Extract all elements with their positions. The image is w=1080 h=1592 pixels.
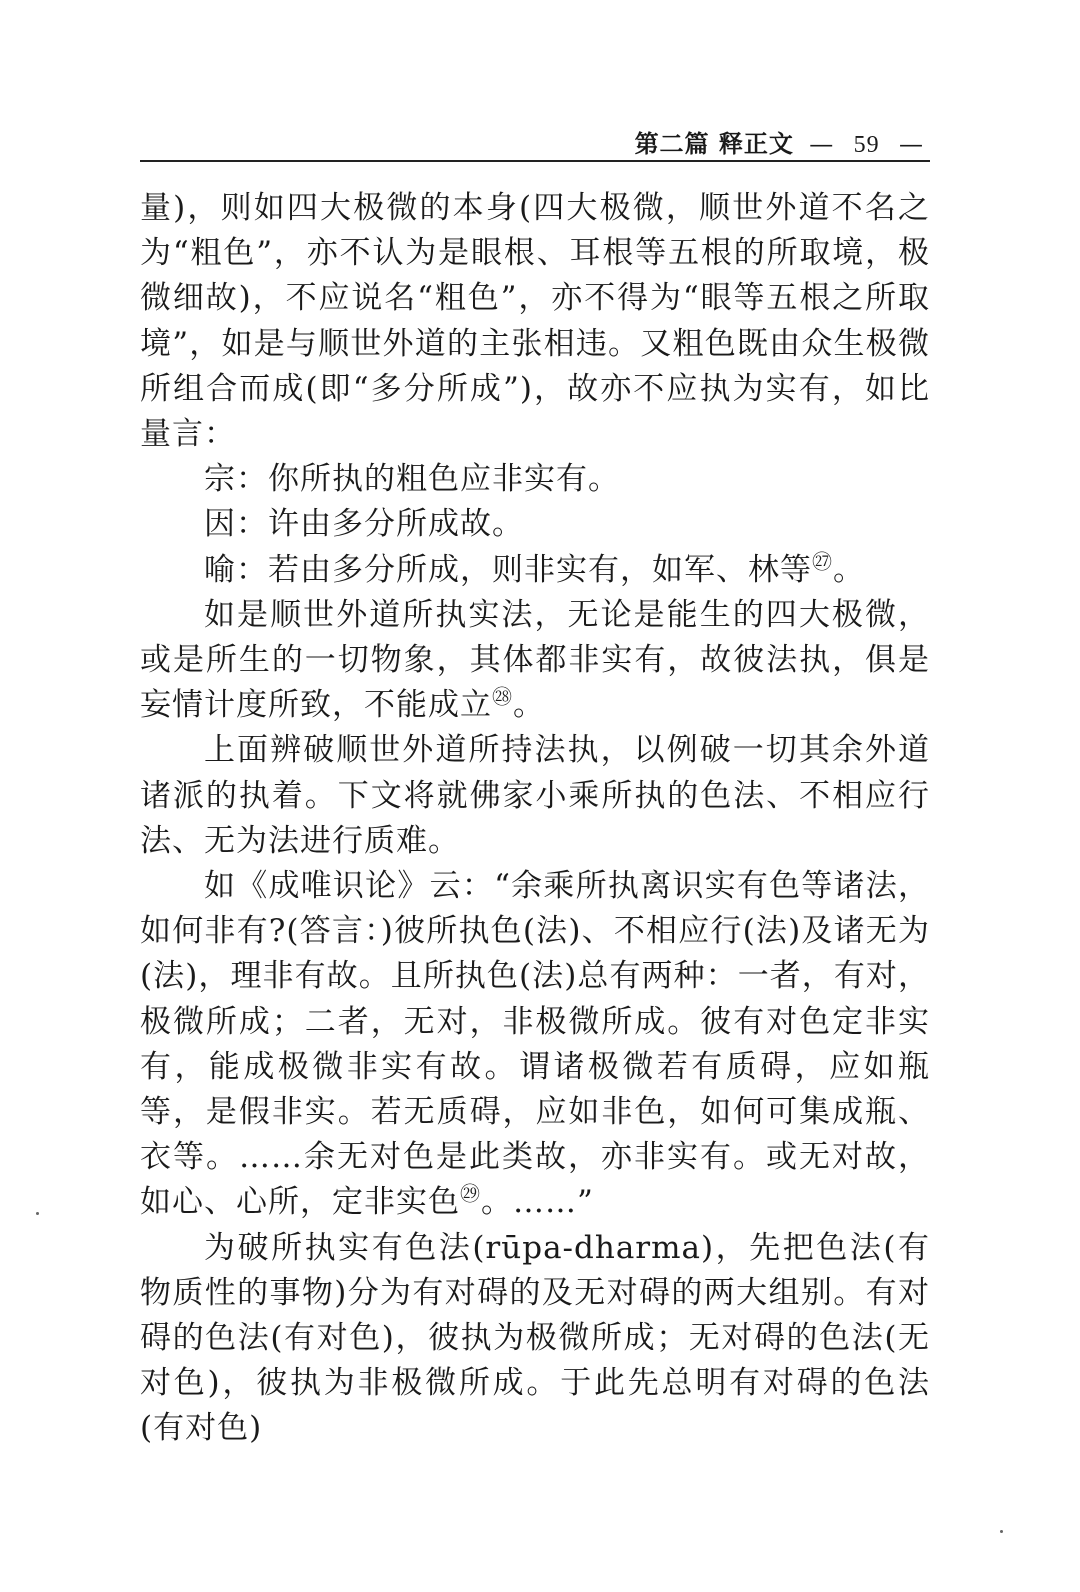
- page-body: [140, 186, 930, 1452]
- header-run: [635, 124, 930, 159]
- paragraph-text: 上面辨破顺世外道所持法执，以例破一切其余外道诸派的执着。下文将就佛家小乘所执的色法、不相应行法、无为法进行质难。: [140, 732, 930, 859]
- syllogism-reason: [140, 502, 930, 547]
- paragraph-text: 如是顺世外道所执实法，无论是能生的四大极微，或是所生的一切物象，其体都非实有，故彼法执，俱是妄情计度所致，不能成立: [140, 596, 930, 724]
- page-number: 59: [853, 132, 880, 158]
- scan-speck: [1000, 1530, 1003, 1533]
- header-dash-left: —: [809, 130, 835, 158]
- paragraph-text: 宗：你所执的粗色应非实有。: [204, 461, 620, 498]
- paragraph: [140, 1226, 930, 1452]
- paragraph-quotation: [140, 864, 930, 1226]
- paragraph: [140, 593, 930, 729]
- scan-speck: [36, 1212, 39, 1215]
- footnote-marker: ㉘: [492, 684, 513, 709]
- paragraph-text: 如《成唯识论》云：“余乘所执离识实有色等诸法，如何非有?(答言：)彼所执色(法)、不相应行(法)及诸无为(法)，理非有故。且所执色(法)总有两种：一者，有对，极微所成；二者，无对，非极微所成。彼有对色定非实有，能成极微非实有故。谓诸极微若有质碍，应如瓶等，是假非实。若无质碍，应如非色，如何可集成瓶、衣等。……余无对色是此类故，亦非实有。或无对故，如心、心所，定非实色: [140, 868, 930, 1221]
- syllogism-thesis: [140, 457, 930, 502]
- header-dash-right: —: [899, 130, 924, 158]
- paragraph: [140, 728, 930, 864]
- footnote-marker: ㉙: [460, 1182, 481, 1207]
- paragraph-tail: 。: [513, 687, 545, 724]
- running-header: [140, 120, 930, 162]
- paragraph-text: 为破所执实有色法(rūpa-dharma)，先把色法(有物质性的事物)分为有对碍的及无对碍的两大组别。有对碍的色法(有对色)，彼执为极微所成；无对碍的色法(无对色)，彼执为非极微所成。于此先总明有对碍的色法(有对色): [140, 1229, 930, 1447]
- paragraph-tail: 。……”: [481, 1184, 594, 1221]
- paragraph-text: 喻：若由多分所成，则非实有，如军、林等: [204, 551, 812, 588]
- paragraph-tail: 。: [833, 551, 865, 588]
- paragraph-text: 量)，则如四大极微的本身(四大极微，顺世外道不名之为“粗色”，亦不认为是眼根、耳根等五根的所取境，极微细故)，不应说名“粗色”，亦不得为“眼等五根之所取境”，如是与顺世外道的主张相违。又粗色既由众生极微所组合而成(即“多分所成”)，故亦不应执为实有，如比量言：: [140, 190, 930, 453]
- paragraph-continuation: [140, 186, 930, 457]
- chapter-label: 第二篇: [634, 129, 710, 158]
- paragraph-text: 因：许由多分所成故。: [204, 506, 524, 543]
- syllogism-example: [140, 548, 930, 593]
- footnote-marker: ㉗: [812, 549, 833, 574]
- section-label: 释正文: [718, 129, 794, 158]
